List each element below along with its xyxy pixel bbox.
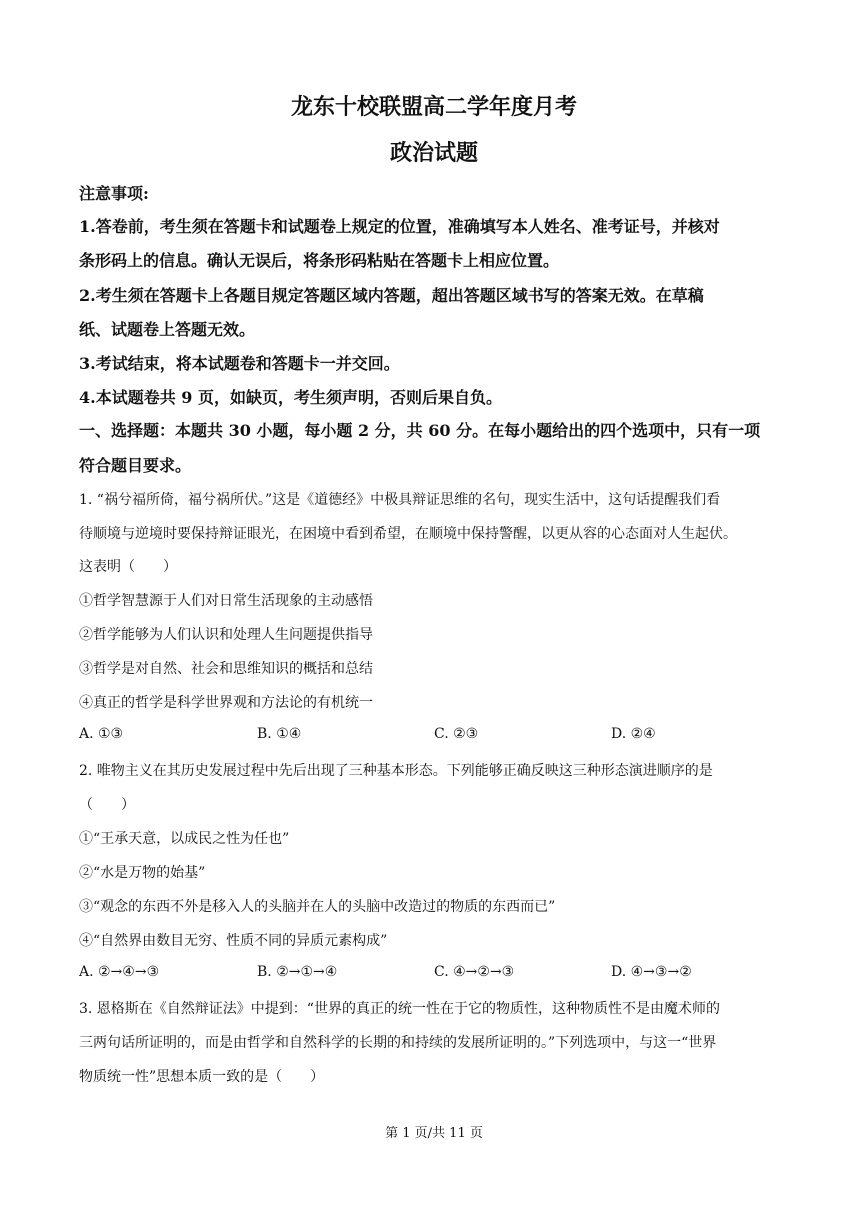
question-2-statement: ③“观念的东西不外是移入人的头脑并在人的头脑中改造过的物质的东西而已” xyxy=(79,899,556,915)
question-2-statement: ②“水是万物的始基” xyxy=(79,865,206,881)
question-2-statement: ①“王承天意，以成民之性为任也” xyxy=(79,831,290,847)
notice-heading: 注意事项: xyxy=(79,184,149,203)
notice-line: 1.答卷前，考生须在答题卡和试题卷上规定的位置，准确填写本人姓名、准考证号，并核对 xyxy=(79,217,720,236)
question-1-stem: 这表明（ ） xyxy=(79,559,177,575)
question-1-statement: ②哲学能够为人们认识和处理人生问题提供指导 xyxy=(79,627,373,643)
option-b[interactable]: B. ②→①→④ xyxy=(257,964,338,980)
question-2-stem: （ ） xyxy=(79,797,135,813)
question-1-stem: 待顺境与逆境时要保持辩证眼光，在困境中看到希望，在顺境中保持警醒，以更从容的心态面对人生起伏。 xyxy=(79,526,737,542)
option-b[interactable]: B. ①④ xyxy=(257,726,302,742)
question-2-statement: ④“自然界由数目无穷、性质不同的异质元素构成” xyxy=(79,933,388,949)
option-a[interactable]: A. ②→④→③ xyxy=(79,964,160,980)
question-3-stem: 三两句话所证明的，而是由哲学和自然科学的长期的和持续的发展所证明的。”下列选项中，与这一“世界 xyxy=(79,1035,717,1051)
page-number: 第 1 页/共 11 页 xyxy=(385,1126,483,1141)
option-a[interactable]: A. ①③ xyxy=(79,726,124,742)
section-heading: 符合题目要求。 xyxy=(79,456,192,475)
question-1-statement: ①哲学智慧源于人们对日常生活现象的主动感悟 xyxy=(79,593,373,609)
exam-subject: 政治试题 xyxy=(389,140,478,166)
question-1-stem: 1. “祸兮福所倚，福兮祸所伏。”这是《道德经》中极具辩证思维的名句，现实生活中，这句话提醒我们看 xyxy=(79,492,721,508)
option-c[interactable]: C. ②③ xyxy=(434,726,479,742)
notice-line: 2.考生须在答题卡上各题目规定答题区域内答题，超出答题区域书写的答案无效。在草稿 xyxy=(79,286,704,305)
notice-line: 3.考试结束，将本试题卷和答题卡一并交回。 xyxy=(79,354,400,373)
question-2-stem: 2. 唯物主义在其历史发展过程中先后出现了三种基本形态。下列能够正确反映这三种形态演进顺序的是 xyxy=(79,763,713,779)
question-2-options xyxy=(79,964,799,984)
question-1-statement: ④真正的哲学是科学世界观和方法论的有机统一 xyxy=(79,695,373,711)
question-1-statement: ③哲学是对自然、社会和思维知识的概括和总结 xyxy=(79,661,373,677)
option-d[interactable]: D. ④→③→② xyxy=(611,964,692,980)
notice-line: 纸、试题卷上答题无效。 xyxy=(79,320,256,339)
option-d[interactable]: D. ②④ xyxy=(611,726,656,742)
question-3-stem: 物质统一性”思想本质一致的是（ ） xyxy=(79,1069,325,1085)
question-3-stem: 3. 恩格斯在《自然辩证法》中提到：“世界的真正的统一性在于它的物质性，这种物质性不是由魔术师的 xyxy=(79,1001,720,1017)
notice-line: 条形码上的信息。确认无误后，将条形码粘贴在答题卡上相应位置。 xyxy=(79,251,560,270)
option-c[interactable]: C. ④→②→③ xyxy=(434,964,515,980)
question-1-options xyxy=(79,726,799,746)
exam-title: 龙东十校联盟高二学年度月考 xyxy=(290,94,577,120)
section-heading: 一、选择题：本题共 30 小题，每小题 2 分，共 60 分。在每小题给出的四个选项中，只有一项 xyxy=(79,421,761,440)
notice-line: 4.本试题卷共 9 页，如缺页，考生须声明，否则后果自负。 xyxy=(79,388,502,407)
